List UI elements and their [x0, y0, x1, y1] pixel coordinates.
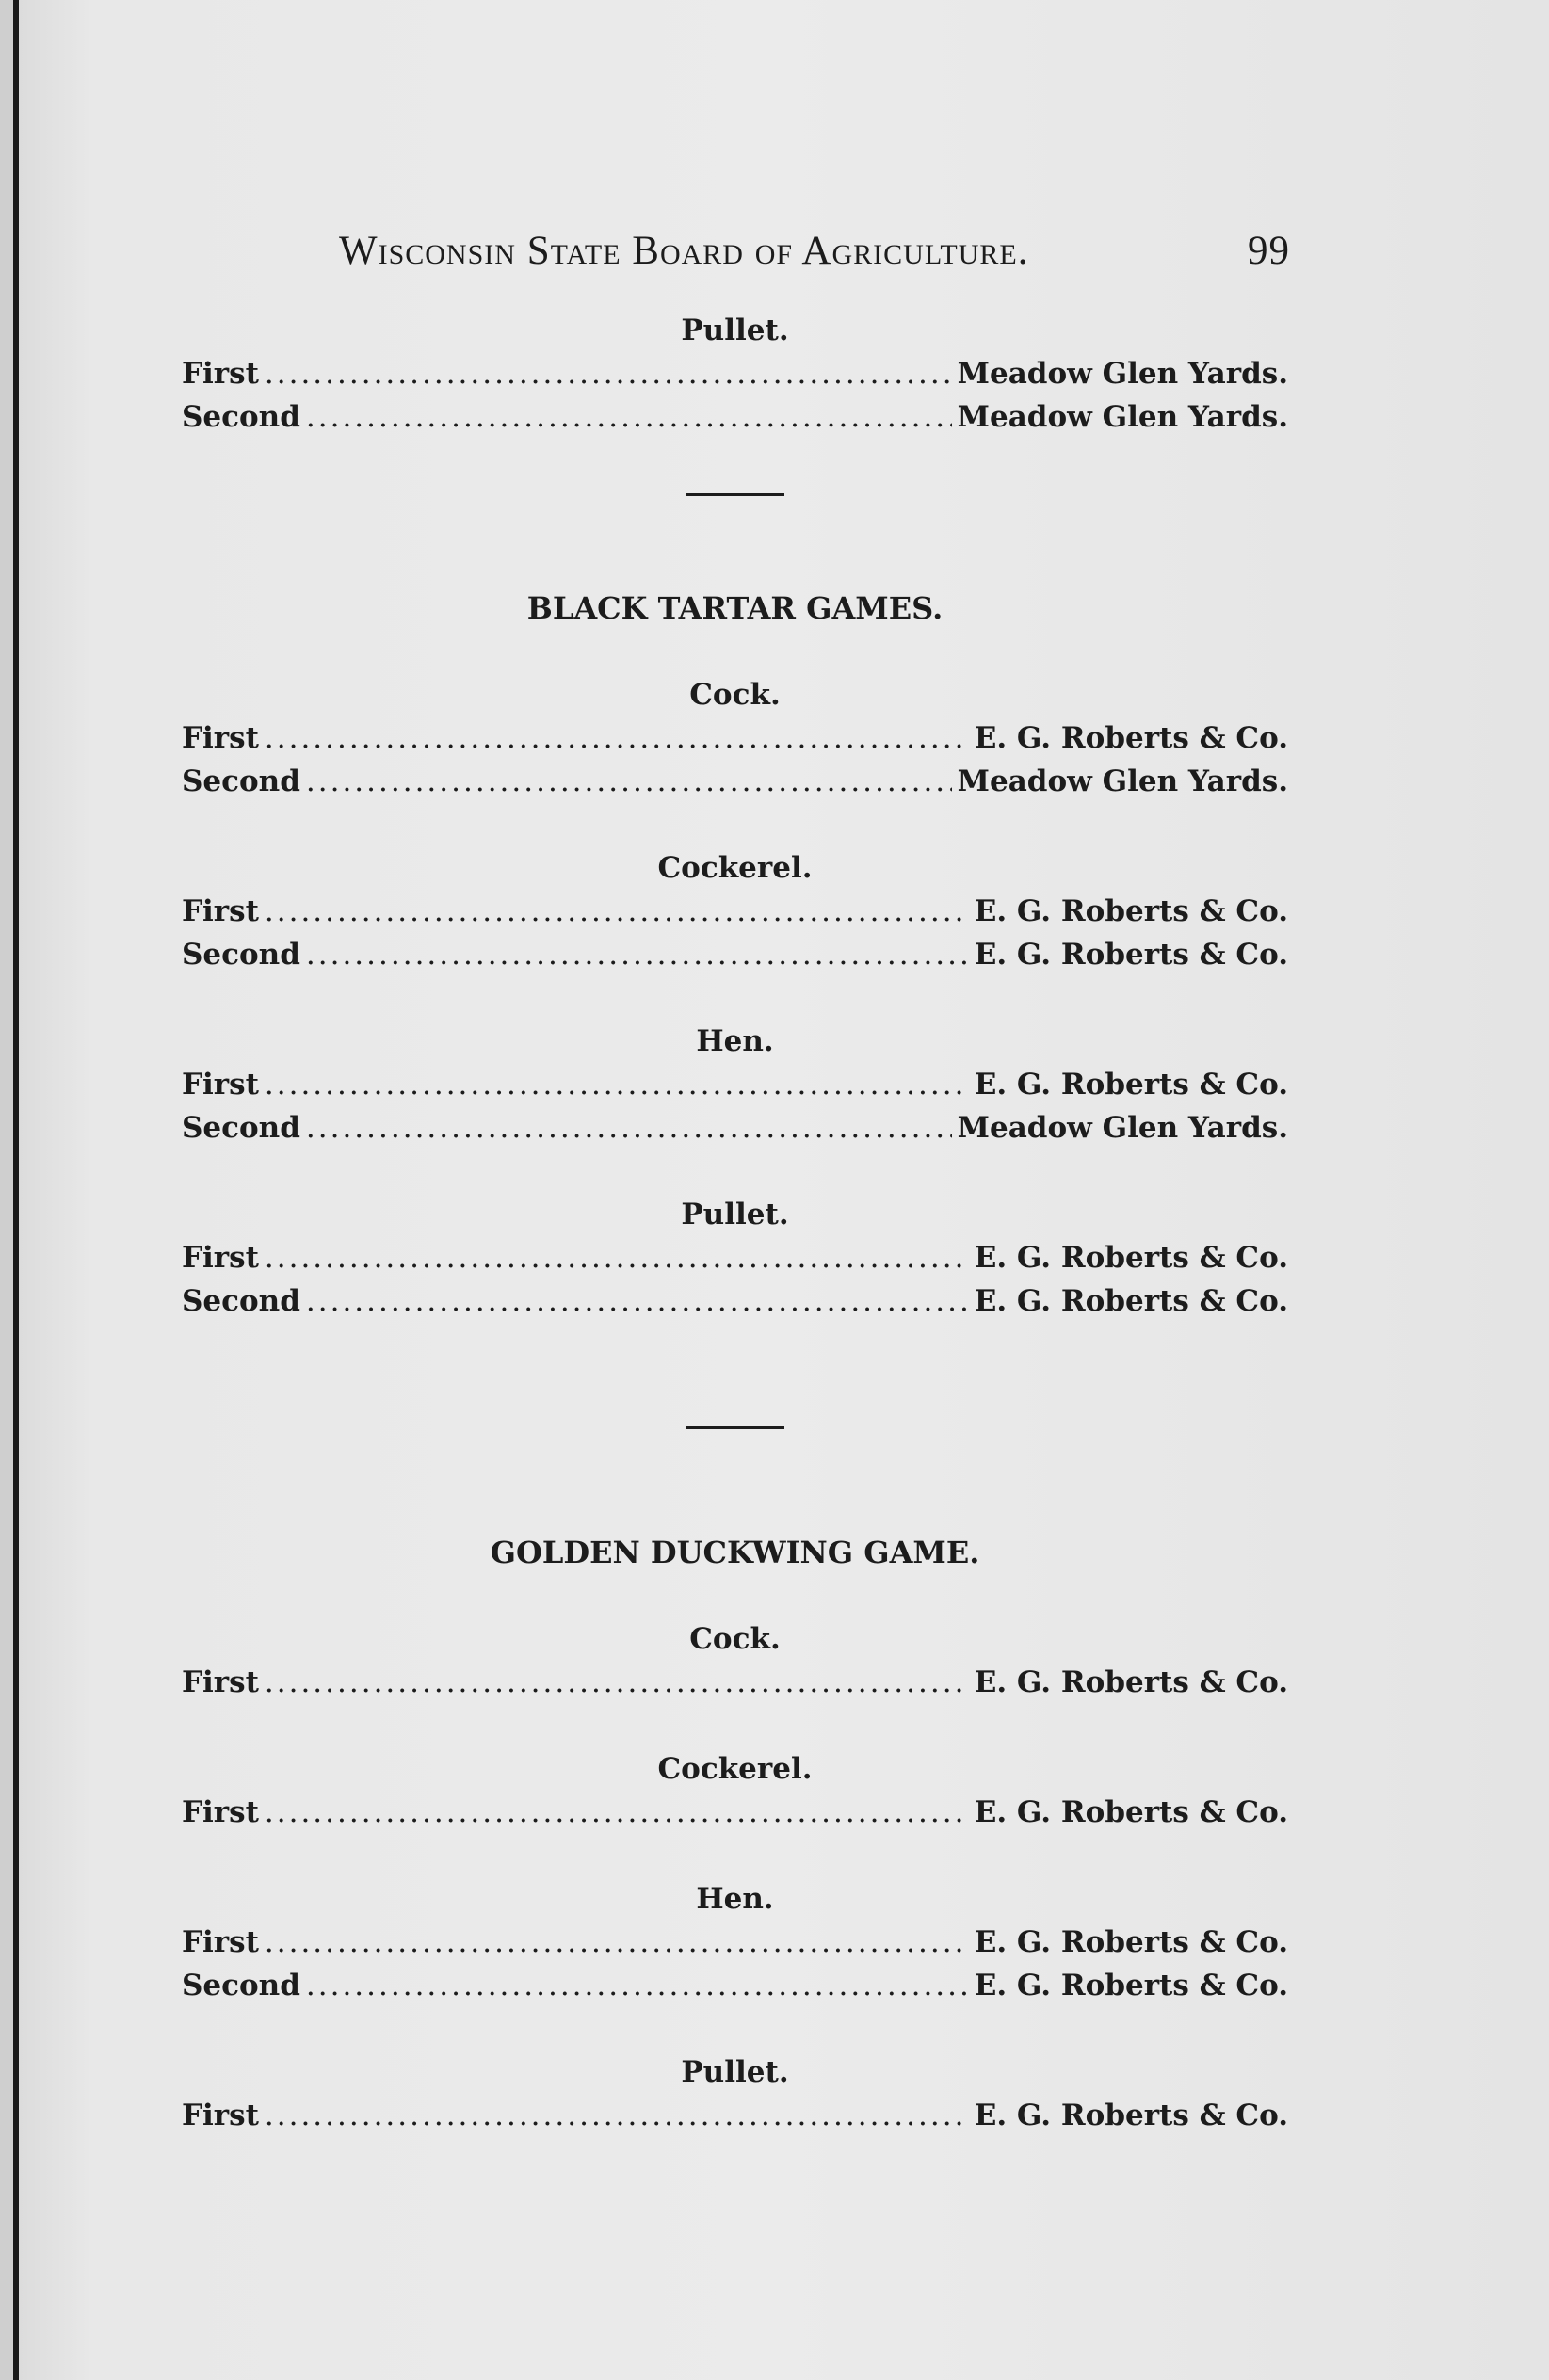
- result-row: [182, 760, 1288, 803]
- subsection-heading: Cockerel.: [657, 851, 813, 885]
- dot-leader: [265, 1791, 969, 1834]
- place-label: First: [182, 721, 259, 755]
- result-row: [182, 1236, 1288, 1279]
- dot-leader: [306, 933, 969, 976]
- winner-name: E. G. Roberts & Co.: [974, 938, 1288, 972]
- winner-name: Meadow Glen Yards.: [957, 357, 1288, 391]
- winner-name: E. G. Roberts & Co.: [974, 1068, 1288, 1102]
- page-number: 99: [1248, 229, 1290, 273]
- running-header: [339, 228, 1290, 275]
- place-label: First: [182, 1665, 259, 1699]
- winner-name: E. G. Roberts & Co.: [974, 1925, 1288, 1959]
- winner-name: E. G. Roberts & Co.: [974, 1284, 1288, 1318]
- dot-leader: [265, 352, 952, 395]
- result-row: [182, 1964, 1288, 2007]
- place-label: Second: [182, 764, 300, 798]
- result-row: [182, 890, 1288, 933]
- dot-leader: [265, 1063, 969, 1106]
- dot-leader: [306, 395, 952, 439]
- section-title: BLACK TARTAR GAMES.: [526, 590, 944, 626]
- header-title: Wisconsin State Board of Agriculture.: [339, 229, 1029, 273]
- result-row: [182, 395, 1288, 439]
- section-golden-duckwing-game: [182, 1531, 1288, 2137]
- winner-name: E. G. Roberts & Co.: [974, 1795, 1288, 1829]
- place-label: First: [182, 1925, 259, 1959]
- subsection-heading: Cock.: [689, 1622, 781, 1656]
- dot-leader: [265, 1921, 969, 1964]
- place-label: Second: [182, 938, 300, 972]
- subsection-heading: Pullet.: [681, 314, 789, 347]
- dot-leader: [265, 890, 969, 933]
- place-label: First: [182, 894, 259, 928]
- place-label: First: [182, 357, 259, 391]
- place-label: First: [182, 1068, 259, 1102]
- result-row: [182, 1921, 1288, 1964]
- winner-name: E. G. Roberts & Co.: [974, 1241, 1288, 1275]
- place-label: Second: [182, 1111, 300, 1145]
- dot-leader: [306, 1964, 969, 2007]
- dot-leader: [306, 1279, 969, 1323]
- winner-name: E. G. Roberts & Co.: [974, 1969, 1288, 2002]
- result-row: [182, 1661, 1288, 1704]
- result-row: [182, 933, 1288, 976]
- place-label: First: [182, 2099, 259, 2132]
- result-row: [182, 716, 1288, 760]
- dot-leader: [265, 2094, 969, 2137]
- result-row: [182, 1106, 1288, 1150]
- winner-name: E. G. Roberts & Co.: [974, 894, 1288, 928]
- winner-name: E. G. Roberts & Co.: [974, 1665, 1288, 1699]
- subsection-heading: Hen.: [696, 1882, 774, 1916]
- place-label: Second: [182, 1969, 300, 2002]
- dot-leader: [265, 1236, 969, 1279]
- dot-leader: [265, 716, 969, 760]
- dot-leader: [265, 1661, 969, 1704]
- place-label: First: [182, 1795, 259, 1829]
- subsection-heading: Pullet.: [681, 1198, 789, 1231]
- place-label: First: [182, 1241, 259, 1275]
- page-content: [182, 309, 1288, 2137]
- winner-name: E. G. Roberts & Co.: [974, 721, 1288, 755]
- binding-edge: [13, 0, 19, 2380]
- result-row: [182, 1063, 1288, 1106]
- winner-name: Meadow Glen Yards.: [957, 764, 1288, 798]
- section-title: GOLDEN DUCKWING GAME.: [490, 1535, 980, 1570]
- place-label: Second: [182, 1284, 300, 1318]
- subsection-top-pullet: [182, 309, 1288, 439]
- winner-name: Meadow Glen Yards.: [957, 400, 1288, 434]
- result-row: [182, 1279, 1288, 1323]
- subsection-heading: Hen.: [696, 1024, 774, 1058]
- winner-name: E. G. Roberts & Co.: [974, 2099, 1288, 2132]
- dot-leader: [306, 1106, 952, 1150]
- winner-name: Meadow Glen Yards.: [957, 1111, 1288, 1145]
- dot-leader: [306, 760, 952, 803]
- result-row: [182, 1791, 1288, 1834]
- subsection-heading: Cockerel.: [657, 1752, 813, 1786]
- subsection-heading: Cock.: [689, 678, 781, 712]
- subsection-heading: Pullet.: [681, 2055, 789, 2089]
- section-black-tartar-games: [182, 587, 1288, 1323]
- result-row: [182, 2094, 1288, 2137]
- result-row: [182, 352, 1288, 395]
- place-label: Second: [182, 400, 300, 434]
- page-edge-shadow: [0, 0, 13, 2380]
